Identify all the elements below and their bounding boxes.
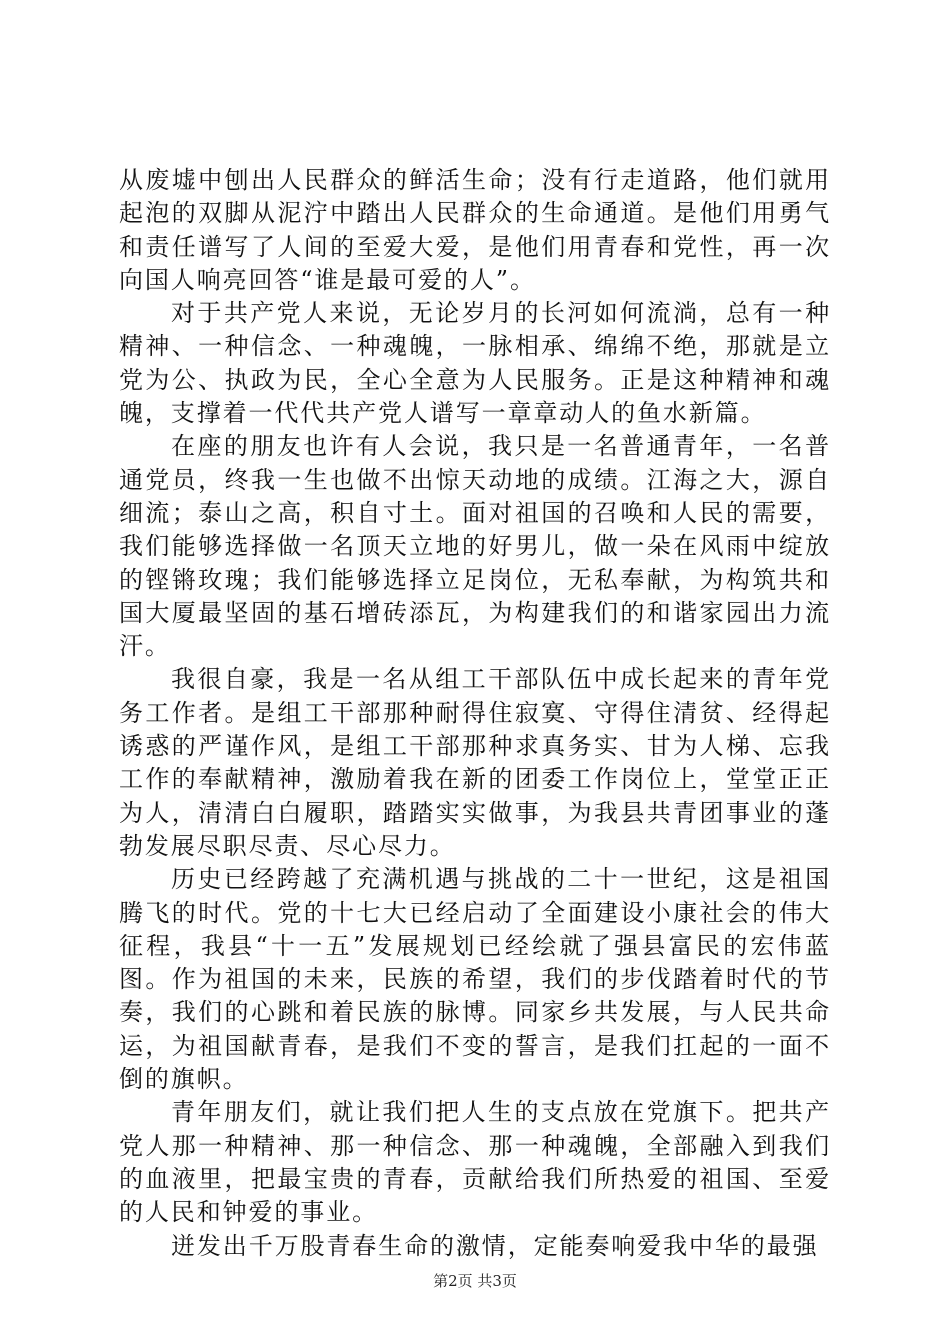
paragraph-7: 迸发出千万股青春生命的激情，定能奏响爱我中华的最强 xyxy=(171,1231,819,1260)
paragraph-6: 青年朋友们，就让我们把人生的支点放在党旗下。把共产党人那一种精神、那一种信念、那一种魂魄，全部融入到我们的血液里，把最宝贵的青春，贡献给我们所热爱的祖国、至爱的人民和钟爱的事业。 xyxy=(119,1098,831,1227)
page-footer xyxy=(0,1271,950,1291)
paragraph-4: 我很自豪，我是一名从组工干部队伍中成长起来的青年党务工作者。是组工干部那种耐得住寂寞、守得住清贫、经得起诱惑的严谨作风，是组工干部那种求真务实、甘为人梯、忘我工作的奉献精神，激励着我在新的团委工作岗位上，堂堂正正为人，清清白白履职，踏踏实实做事，为我县共青团事业的蓬勃发展尽职尽责、尽心尽力。 xyxy=(119,665,831,860)
page-number-label: 第2页 共3页 xyxy=(433,1272,517,1290)
paragraph-3: 在座的朋友也许有人会说，我只是一名普通青年，一名普通党员，终我一生也做不出惊天动地的成绩。江海之大，源自细流；泰山之高，积自寸土。面对祖国的召唤和人民的需要，我们能够选择做一名顶天立地的好男儿，做一朵在风雨中绽放的铿锵玫瑰；我们能够选择立足岗位，无私奉献，为构筑共和国大厦最坚固的基石增砖添瓦，为构建我们的和谐家园出力流汗。 xyxy=(119,432,831,661)
paragraph-1: 从废墟中刨出人民群众的鲜活生命；没有行走道路，他们就用起泡的双脚从泥泞中踏出人民群众的生命通道。是他们用勇气和责任谱写了人间的至爱大爱，是他们用青春和党性，再一次向国人响亮回答“谁是最可爱的人”。 xyxy=(119,166,831,294)
paragraph-5: 历史已经跨越了充满机遇与挑战的二十一世纪，这是祖国腾飞的时代。党的十七大已经启动了全面建设小康社会的伟大征程，我县“十一五”发展规划已经绘就了强县富民的宏伟蓝图。作为祖国的未来，民族的希望，我们的步伐踏着时代的节奏，我们的心跳和着民族的脉博。同家乡共发展，与人民共命运，为祖国献青春，是我们不变的誓言，是我们扛起的一面不倒的旗帜。 xyxy=(119,865,831,1094)
document-body xyxy=(119,164,831,1263)
paragraph-2: 对于共产党人来说，无论岁月的长河如何流淌，总有一种精神、一种信念、一种魂魄，一脉相承、绵绵不绝，那就是立党为公、执政为民，全心全意为人民服务。正是这种精神和魂魄，支撑着一代代共产党人谱写一章章动人的鱼水新篇。 xyxy=(119,299,831,428)
